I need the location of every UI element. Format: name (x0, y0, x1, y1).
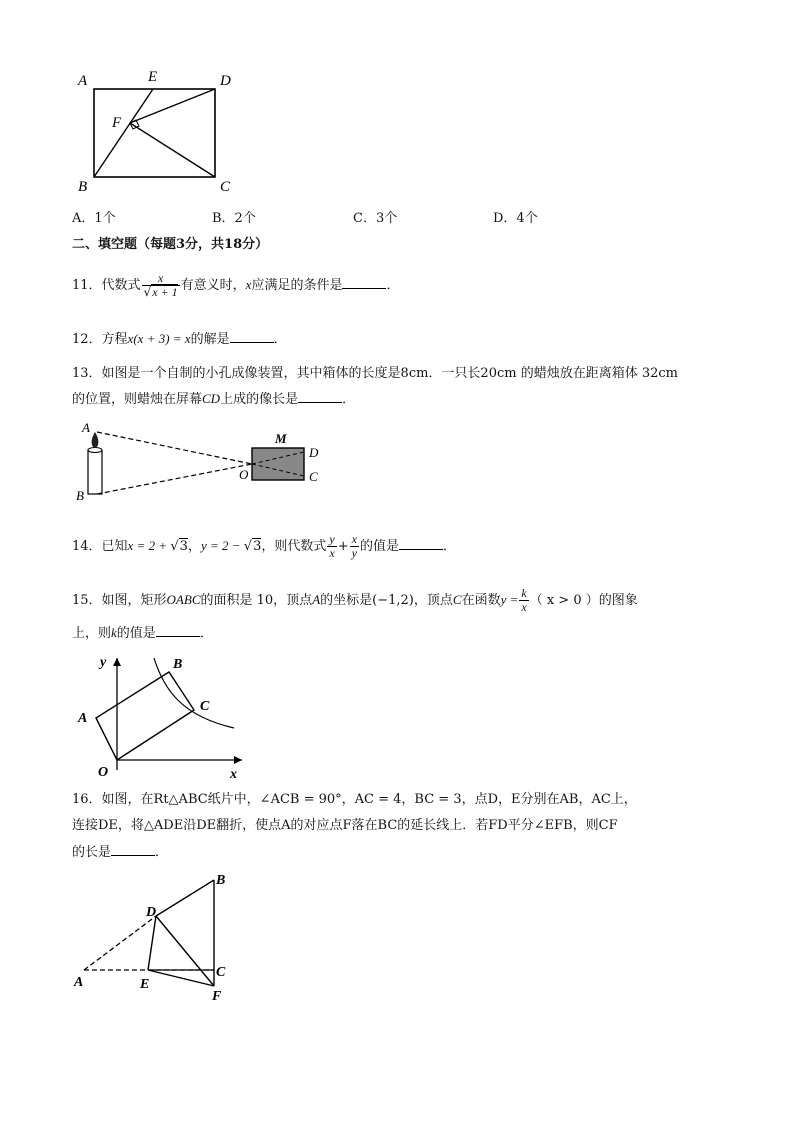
option-a: A．1个 (72, 211, 116, 226)
label-F: F (112, 115, 122, 131)
label-B: B (173, 657, 183, 672)
label-B: B (78, 179, 88, 195)
label-B: B (76, 488, 84, 503)
label-A: A (74, 975, 84, 990)
q11-fraction: $\frac{x}{√x + 1}$ (143, 271, 178, 299)
answer-blank-14[interactable] (399, 536, 443, 550)
question-16-line3: 的长是 ． (72, 842, 168, 862)
label-F: F (212, 989, 222, 1004)
answer-blank-16[interactable] (111, 842, 155, 856)
label-C: C (220, 179, 231, 195)
label-M: M (275, 431, 287, 446)
label-D: D (146, 905, 157, 920)
label-x: x (230, 767, 237, 782)
q11-num: 11．代数式 (72, 278, 141, 293)
question-14: 14．已知x = 2 + √3，y = 2 − √3，则代数式 $\frac{y}{x}$ + $\frac{x}{y}$ 的值是 ． (72, 532, 456, 560)
label-D: D (220, 73, 231, 89)
question-13-line2: 的位置，则蜡烛在屏幕CD上成的像长是 ． (72, 391, 356, 407)
answer-blank-12[interactable] (230, 329, 274, 343)
answer-blank-11[interactable] (342, 275, 386, 289)
question-13-line1: 13．如图是一个自制的小孔成像装置，其中箱体的长度是8cm．一只长20cm 的蜡烛放在距离箱体 32cm (72, 366, 678, 381)
label-C: C (200, 699, 210, 714)
label-y: y (100, 655, 107, 670)
label-E: E (140, 977, 150, 992)
question-16-line2: 连接DE，将△ADE沿DE翻折，使点A的对应点F落在BC的延长线上．若FD平分∠EFB，则CF (72, 818, 618, 833)
question-15-line2: 上，则k的值是 ． (72, 625, 213, 641)
figure-folded-triangle (72, 868, 242, 1004)
answer-blank-15[interactable] (156, 623, 200, 637)
section-title: 二、填空题（每题3分，共18分） (72, 237, 269, 252)
label-A: A (78, 711, 88, 726)
question-16-line1: 16．如图，在Rt△ABC纸片中，∠ACB = 90°，AC = 4，BC = 3，点D，E分别在AB，AC上， (72, 792, 637, 807)
label-A: A (78, 73, 88, 89)
option-b: B．2个 (212, 211, 256, 226)
label-C: C (309, 469, 318, 484)
label-O: O (98, 765, 109, 780)
figure-pinhole-camera (72, 420, 332, 510)
label-E: E (148, 69, 158, 85)
question-15-line1: 15．如图，矩形OABC的面积是 10，顶点A的坐标是(−1,2)，顶点C在函数y = $\frac{k}{x}$ （ x > 0 ）的图象 (72, 586, 638, 614)
figure-rectangle-abcd (72, 66, 252, 198)
option-c: C．3个 (353, 211, 398, 226)
figure-rectangle-oabc (72, 650, 252, 782)
label-C: C (216, 965, 226, 980)
label-B: B (216, 873, 226, 888)
label-D: D (309, 445, 319, 460)
label-O: O (239, 467, 249, 482)
question-12: 12．方程x(x + 3) = x的解是 ． (72, 331, 287, 347)
answer-blank-13[interactable] (298, 389, 342, 403)
question-11: 11．代数式 $\frac{x}{√x + 1}$ 有意义时，x应满足的条件是 ． (72, 271, 400, 299)
label-A: A (82, 420, 90, 435)
option-d: D．4个 (493, 211, 538, 226)
